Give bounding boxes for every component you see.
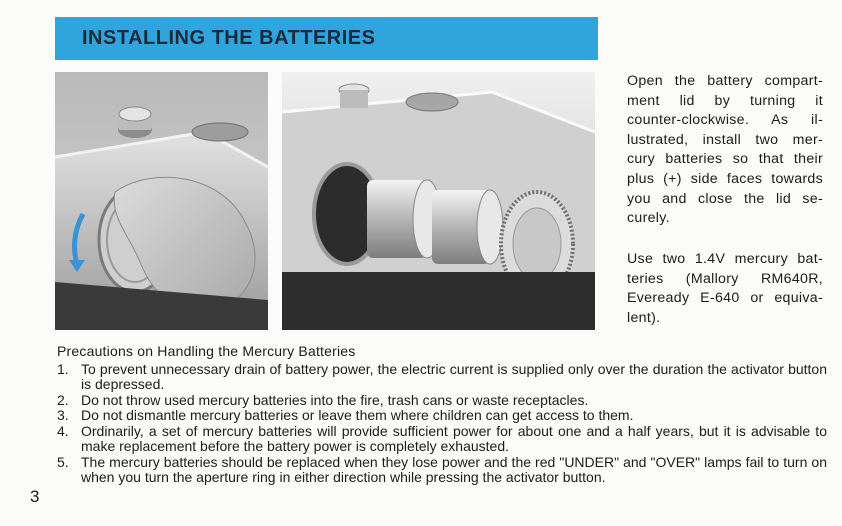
text-line: you and close the lid se- [627,190,823,207]
photo-turning-lid-image [55,72,268,330]
precaution-number: 5. [57,453,69,470]
precaution-number: 2. [57,391,69,408]
precaution-item [57,424,827,455]
page-title: INSTALLING THE BATTERIES [82,27,376,49]
precaution-item [57,455,827,486]
photo-batteries-compartment-image [282,72,595,330]
page-number: 3 [30,487,40,506]
precaution-text: To prevent unnecessary drain of battery power, the electric current is supplied only over the duration the activator button is depressed. [81,360,827,392]
text-line: counter-clockwise. As il- [627,112,823,129]
text-line: ment lid by turning it [627,92,823,109]
photo-turning-lid [55,72,268,330]
text-line: Eveready E-640 or equiva- [627,290,823,307]
precautions-section [57,344,827,486]
precaution-text: Do not dismantle mercury batteries or leave them where children can get access to them. [81,407,634,423]
text-line: cury batteries so that their [627,151,823,168]
text-line: lustrated, install two mer- [627,131,823,148]
precautions-heading: Precautions on Handling the Mercury Batteries [57,343,356,359]
instructions-paragraph-1 [627,72,823,229]
text-line: curely. [627,210,670,227]
text-line: lent). [627,309,661,326]
precaution-text: Ordinarily, a set of mercury batteries will provide sufficient power for about one and a half years, but it is advisable to make replacement before the battery power is completely exhausted. [81,422,827,454]
text-line: plus (+) side faces towards [627,170,823,187]
text-line: Use two 1.4V mercury bat- [627,251,823,267]
precaution-number: 1. [57,360,69,377]
precaution-text: The mercury batteries should be replaced when they lose power and the red "UNDER" and "OVER" lamps fail to turn on when you turn the aperture ring in either direction while pressing the activator button. [81,453,827,485]
photo-batteries-compartment [282,72,595,330]
precaution-item [57,362,827,393]
precaution-text: Do not throw used mercury batteries into the fire, trash cans or waste receptacles. [81,391,589,408]
text-line: Open the battery compart- [627,73,823,89]
precaution-number: 4. [57,422,69,439]
text-line: teries (Mallory RM640R, [627,270,823,287]
section-banner [55,17,598,60]
precaution-item [57,408,827,424]
instructions-paragraph-2 [627,250,823,328]
precaution-item [57,393,827,409]
precaution-number: 3. [57,407,69,423]
